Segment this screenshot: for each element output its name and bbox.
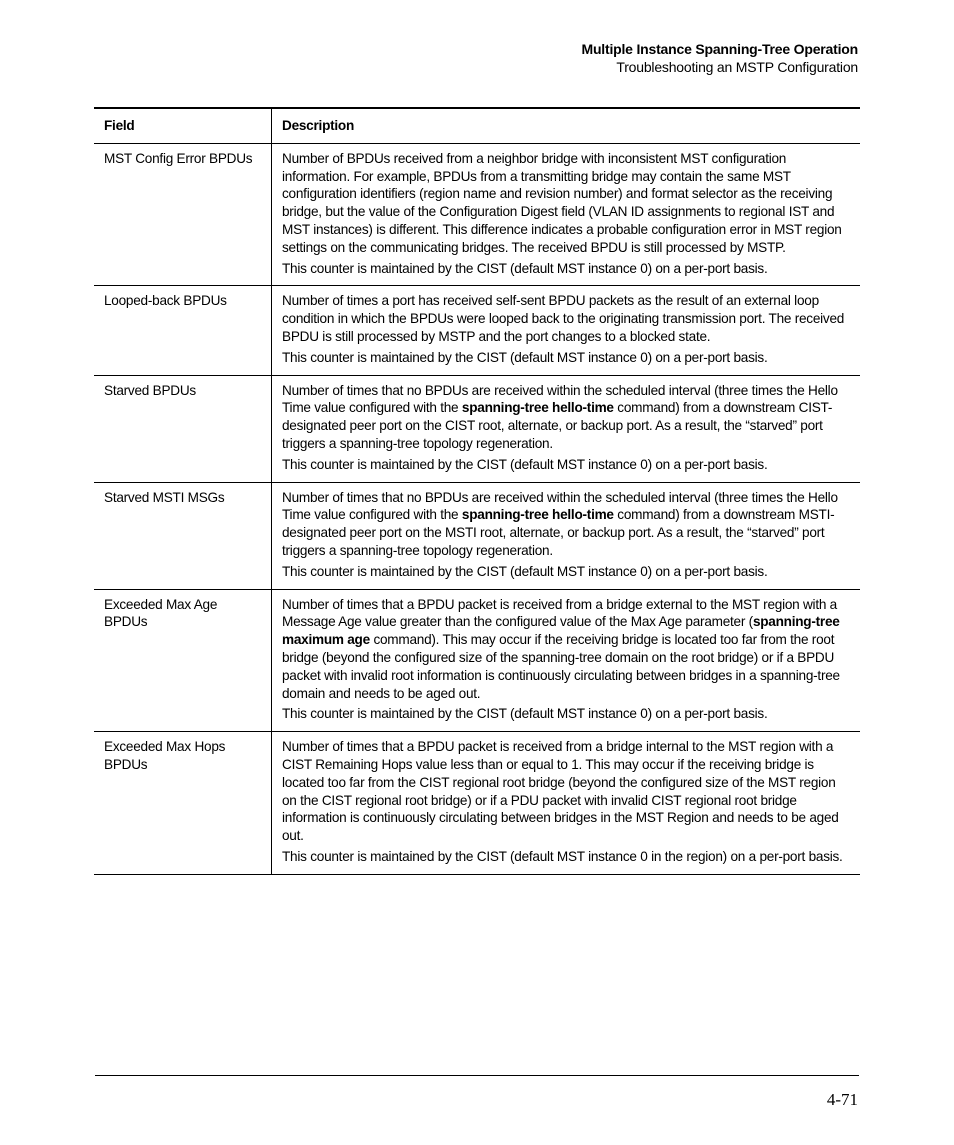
description-paragraph: Number of BPDUs received from a neighbor bridge with inconsistent MST configuration information. For example, BPDUs from a transmitting bridge may contain the same MST configuration identifiers (region name and revision number) and format selector as the receiving bridge, but the value of the Configuration Digest field (VLAN ID assignments to regional IST and MST instances) is different. This difference indicates a probable configuration error in MST region settings on the communicating bridges. The received BPDU is still processed by MSTP. [282, 150, 842, 255]
page-number: 4-71 [826, 1090, 858, 1109]
description-paragraph [282, 382, 850, 453]
field-name: Exceeded Max Age BPDUs [94, 589, 272, 732]
field-name: Exceeded Max Hops BPDUs [94, 732, 272, 875]
description-text: Number of times that no BPDUs are received within the scheduled interval (three times the Hello Time value configured with the [282, 489, 838, 523]
description-text: command) from a downstream CIST-designated peer port on the CIST root, alternate, or backup port. As a result, the “starved” port triggers a spanning-tree topology regeneration. [282, 400, 833, 451]
footer-rule [95, 1075, 859, 1076]
field-description [272, 375, 861, 482]
description-text: command). This may occur if the receiving bridge is located too far from the root bridge (beyond the configured size of the spanning-tree domain on the root bridge) or if a BPDU packet with invalid root information is continuously circulating between bridges in a spanning-tree domain and needs to be aged out. [282, 632, 840, 701]
field-description [272, 732, 861, 875]
description-paragraph: Number of times a port has received self-sent BPDU packets as the result of an external loop condition in which the BPDUs were looped back to the originating transmission port. The received BPDU is still processed by MSTP and the port changes to a blocked state. [282, 293, 845, 344]
table-row [94, 286, 860, 375]
description-note: This counter is maintained by the CIST (default MST instance 0) on a per-port basis. [282, 456, 768, 472]
description-note: This counter is maintained by the CIST (default MST instance 0) on a per-port basis. [282, 706, 768, 722]
chapter-title: Multiple Instance Spanning-Tree Operation [581, 41, 858, 57]
table-header-row [94, 108, 860, 143]
running-header [581, 41, 858, 76]
command-name: spanning-tree hello-time [461, 507, 614, 523]
field-name: Starved BPDUs [94, 375, 272, 482]
description-note: This counter is maintained by the CIST (default MST instance 0) on a per-port basis. [282, 563, 768, 579]
counter-fields-table [94, 107, 860, 875]
description-text: command) from a downstream MSTI-designated peer port on the MSTI root, alternate, or backup port. As a result, the “starved” port triggers a spanning-tree topology regeneration. [282, 507, 835, 558]
field-name: Starved MSTI MSGs [94, 482, 272, 589]
field-description [272, 143, 861, 286]
field-description [272, 482, 861, 589]
column-header-description: Description [272, 108, 861, 143]
table-row [94, 375, 860, 482]
table-row [94, 589, 860, 732]
command-name: spanning-tree maximum age [282, 614, 840, 648]
description-paragraph [282, 596, 850, 703]
column-header-field: Field [94, 108, 272, 143]
table-row [94, 482, 860, 589]
description-paragraph [282, 489, 850, 560]
field-name: MST Config Error BPDUs [94, 143, 272, 286]
description-note: This counter is maintained by the CIST (default MST instance 0) on a per-port basis. [282, 260, 768, 276]
table-row [94, 143, 860, 286]
description-paragraph: Number of times that a BPDU packet is received from a bridge internal to the MST region with a CIST Remaining Hops value less than or equal to 1. This may occur if the receiving bridge is located too far from the CIST regional root bridge (beyond the configured size of the MST region on the CIST regional root bridge) or if a PDU packet with invalid CIST regional root bridge information is continuously circulating between bridges in the MST Region and needs to be aged out. [282, 739, 839, 844]
section-title: Troubleshooting an MSTP Configuration [616, 58, 858, 75]
table-row [94, 732, 860, 875]
field-description [272, 589, 861, 732]
description-note: This counter is maintained by the CIST (default MST instance 0 in the region) on a per-port basis. [282, 848, 843, 864]
description-note: This counter is maintained by the CIST (default MST instance 0) on a per-port basis. [282, 349, 768, 365]
field-description [272, 286, 861, 375]
command-name: spanning-tree hello-time [461, 400, 614, 416]
description-text: Number of times that a BPDU packet is received from a bridge external to the MST region with a Message Age value greater than the configured value of the Max Age parameter ( [282, 596, 837, 630]
description-text: Number of times that no BPDUs are received within the scheduled interval (three times the Hello Time value configured with the [282, 382, 838, 416]
field-name: Looped-back BPDUs [94, 286, 272, 375]
